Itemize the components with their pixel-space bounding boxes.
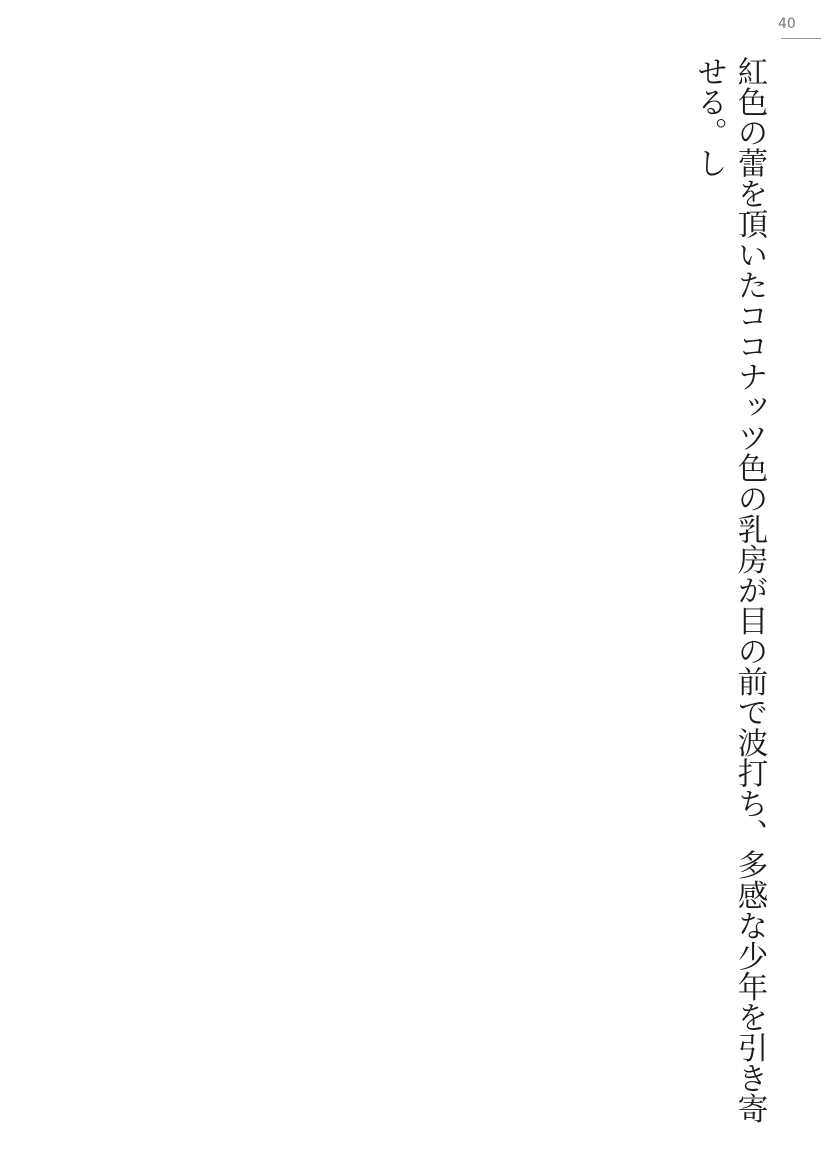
vertical-text-body (0, 56, 769, 1146)
text-line-1: 紅色の蕾を頂いたココナッツ色の乳房が目の前で波打ち、多感な少年を引き寄せる。し (691, 56, 767, 1124)
header-rule (781, 38, 821, 39)
page-number: 40 (778, 16, 796, 32)
